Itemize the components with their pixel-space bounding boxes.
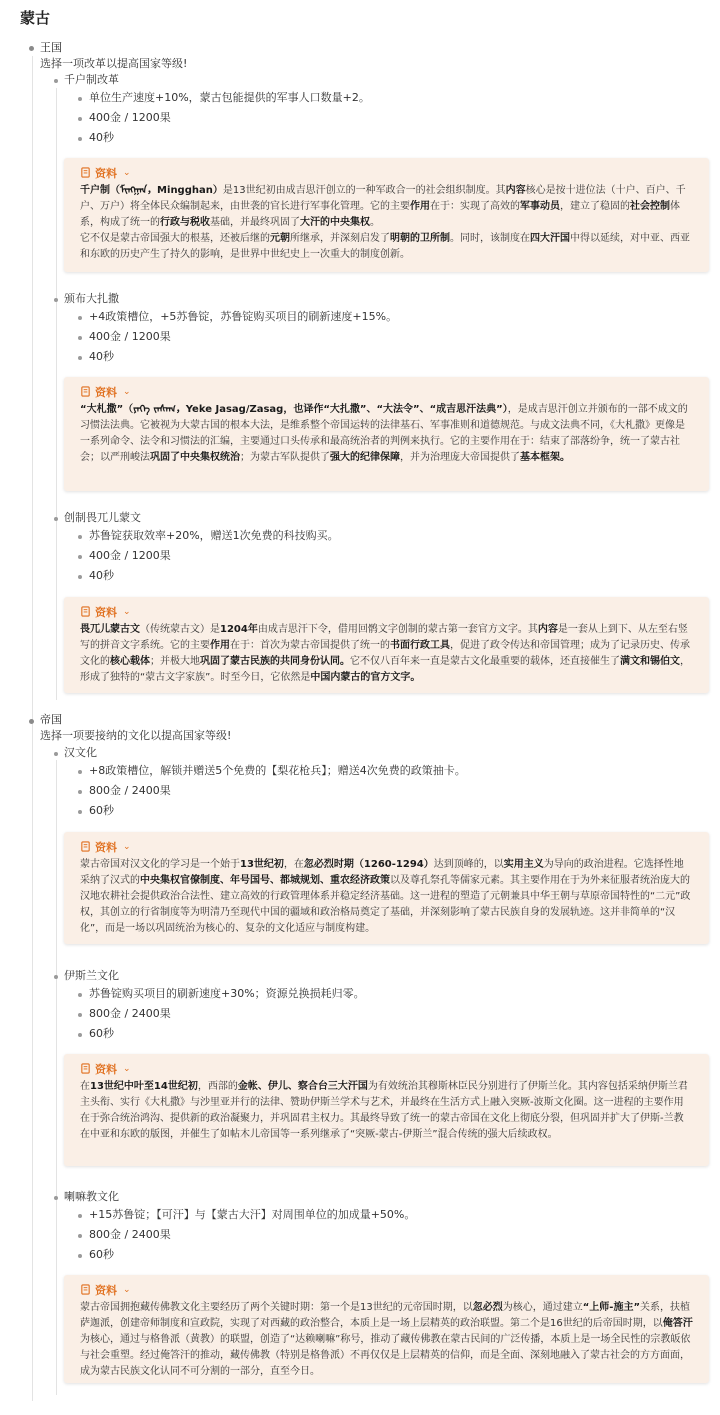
item-time: 60秒 (89, 1027, 114, 1040)
section-title: 王国 (40, 41, 62, 54)
chevron-down-icon: ⌄ (123, 841, 131, 852)
callout-paragraph: 在13世纪中叶至14世纪初，西部的金帐、伊儿、察合台三大汗国为有效统治其穆斯林臣民分别进行了伊斯兰化。其内容包括采纳伊斯兰君主头衔、实行《大札撒》与沙里亚并行的法律、赞助伊斯兰学术与艺术，并最终在生活方式上融入突厥-波斯文化圈。这一进程的主要作用在于弥合统治鸿沟、提供新的政治凝聚力，并巩固君主权力。其最终导致了统一的蒙古帝国在文化上彻底分裂，但巩固并扩大了伊斯-兰教在中亚和东欧的版图，并催生了如帖木儿帝国等一系列继承了“突厥-蒙古-伊斯兰”混合传统的强大后续政权。 (80, 1081, 688, 1140)
callout-body (80, 1079, 693, 1143)
detail-bullet (78, 356, 82, 360)
callout-toggle[interactable] (80, 1282, 693, 1297)
item-effect: +4政策槽位，+5苏鲁锭，苏鲁锭购买项目的刷新速度+15%。 (89, 310, 398, 323)
book-icon (80, 386, 91, 397)
callout-paragraph: 畏兀儿蒙古文（传统蒙古文）是1204年由成吉思汗下令，借用回鹘文字创制的蒙古第一套官方文字。其内容是一套从上到下、从左至右竖写的拼音文字系统。它的主要作用在于：首次为蒙古帝国提供了统一的书面行政工具，促进了政令传达和帝国管理；成为了记录历史、传承文化的核心载体；并极大地巩固了蒙古民族的共同身份认同。它不仅八百年来一直是蒙古文化最重要的载体，还直接催生了满文和锡伯文，形成了独特的“蒙古文字家族”。时至今日，它依然是中国内蒙古的官方文字。 (80, 624, 690, 683)
callout-paragraph: 蒙古帝国拥抱藏传佛教文化主要经历了两个关键时期：第一个是13世纪的元帝国时期，以忽必烈为核心，通过建立“上师-施主”关系，扶植萨迦派，创建帝师制度和宣政院，实现了对西藏的政治整合，本质上是一场上层精英的政治联盟。第二个是16世纪的后帝国时期，以俺答汗为核心，通过与格鲁派（黄教）的联盟，创造了“达赖喇嘛”称号，推动了藏传佛教在蒙古民间的广泛传播，本质上是一场全民性的宗教皈依与社会重塑。经过俺答汗的推动，藏传佛教（特别是格鲁派）不再仅仅是上层精英的信仰，而是全面、深刻地融入了蒙古社会的方方面面，成为蒙古民族文化认同不可分割的一部分，直至今日。 (80, 1302, 693, 1377)
item-bullet (54, 79, 58, 83)
detail-bullet (78, 770, 82, 774)
item-bullet (54, 752, 58, 756)
callout-body (80, 183, 693, 263)
section-bullet (29, 46, 34, 51)
detail-bullet (78, 535, 82, 539)
item-title: 伊斯兰文化 (64, 969, 119, 982)
chevron-down-icon: ⌄ (123, 606, 131, 617)
section-title: 帝国 (40, 713, 62, 726)
item-time: 60秒 (89, 1248, 114, 1261)
item-time: 60秒 (89, 804, 114, 817)
callout-label: 资料 (95, 1062, 117, 1076)
info-callout (64, 1054, 709, 1166)
outline-guide-line (56, 88, 57, 700)
item-title: 创制畏兀儿蒙文 (64, 511, 141, 524)
item-cost: 800金 / 2400果 (89, 1007, 171, 1020)
detail-bullet (78, 810, 82, 814)
chevron-down-icon: ⌄ (123, 167, 131, 178)
chevron-down-icon: ⌄ (123, 1284, 131, 1295)
book-icon (80, 1284, 91, 1295)
item-bullet (54, 1196, 58, 1200)
detail-bullet (78, 97, 82, 101)
outline-guide-line (56, 760, 57, 1395)
item-effect: 单位生产速度+10%，蒙古包能提供的军事人口数量+2。 (89, 91, 370, 104)
callout-toggle[interactable] (80, 1061, 693, 1076)
chevron-down-icon: ⌄ (123, 386, 131, 397)
detail-bullet (78, 790, 82, 794)
item-title: 喇嘛教文化 (64, 1190, 119, 1203)
callout-paragraph: 千户制（ᠮᠢᠩᠭᠠᠨ，Mingghan）是13世纪初由成吉思汗创立的一种军政合一的社会组织制度。其内容核心是按十进位法（十户、百户、千户、万户）将全体民众编制起来，由世袭的官长进行军事化管理。它的主要作用在于：实现了高效的军事动员，建立了稳固的社会控制体系，构成了统一的行政与税收基础，并最终巩固了大汗的中央集权。 (80, 185, 686, 228)
info-callout (64, 377, 709, 491)
item-effect: +15苏鲁锭；【可汗】与【蒙古大汗】对周围单位的加成量+50%。 (89, 1208, 416, 1221)
detail-bullet (78, 117, 82, 121)
detail-bullet (78, 575, 82, 579)
section-description: 选择一项要接纳的文化以提高国家等级! (40, 729, 232, 742)
info-callout (64, 832, 709, 944)
callout-label: 资料 (95, 166, 117, 180)
callout-paragraph: “大札撒”（ᠶᠡᠬᠡ ᠵᠠᠰᠠᠭ，Yeke Jasag/Zasag，也译作“大扎撒”、“大法令”、“成吉思汗法典”），是成吉思汗创立并颁布的一部不成文的习惯法法典。它被视为大蒙古国的根本大法，是维系整个帝国运转的法律基石、军事准则和道德规范。与成文法典不同，《大札撒》更像是一系列命令、法令和习惯法的汇编，主要通过口头传承和最高统治者的判例来执行。它的主要作用在于：结束了部落纷争，统一了蒙古社会；以严刑峻法巩固了中央集权统治；为蒙古军队提供了强大的纪律保障，并为治理庞大帝国提供了基本框架。 (80, 404, 688, 463)
info-callout (64, 158, 709, 272)
item-bullet (54, 298, 58, 302)
detail-bullet (78, 1234, 82, 1238)
callout-paragraph: 蒙古帝国对汉文化的学习是一个始于13世纪初，在忽必烈时期（1260-1294）达到顶峰的，以实用主义为导向的政治进程。它选择性地采纳了汉式的中央集权官僚制度、年号国号、都城规划、重农经济政策以及尊孔祭孔等儒家元素。其主要作用在于为外来征服者统治庞大的汉地农耕社会提供政治合法性、建立高效的行政管理体系并稳定经济基础。这一进程的塑造了元朝兼具中华王朝与草原帝国特性的“二元”政权，其创立的行省制度等为明清乃至现代中国的疆域和政治格局奠定了基础，并深刻影响了蒙古民族自身的发展轨迹。这并非简单的“汉化”，而是一场以巩固统治为核心的、复杂的文化适应与制度构建。 (80, 859, 691, 934)
detail-bullet (78, 993, 82, 997)
item-time: 40秒 (89, 350, 114, 363)
detail-bullet (78, 137, 82, 141)
callout-body (80, 622, 693, 686)
book-icon (80, 841, 91, 852)
book-icon (80, 606, 91, 617)
section-description: 选择一项改革以提高国家等级! (40, 57, 188, 70)
detail-bullet (78, 1254, 82, 1258)
item-bullet (54, 517, 58, 521)
item-title: 汉文化 (64, 746, 97, 759)
item-effect: 苏鲁锭购买项目的刷新速度+30%；资源兑换损耗归零。 (89, 987, 365, 1000)
item-time: 40秒 (89, 131, 114, 144)
detail-bullet (78, 555, 82, 559)
detail-bullet (78, 1033, 82, 1037)
book-icon (80, 167, 91, 178)
item-cost: 400金 / 1200果 (89, 111, 171, 124)
callout-paragraph: 它不仅是蒙古帝国强大的根基，还被后继的元朝所继承，并深刻启发了明朝的卫所制。同时，该制度在四大汗国中得以延续，对中亚、西亚和东欧的历史产生了持久的影响，是世界中世纪史上一次重大的制度创新。 (80, 233, 690, 260)
detail-bullet (78, 1013, 82, 1017)
item-bullet (54, 975, 58, 979)
info-callout (64, 597, 709, 693)
callout-body (80, 857, 693, 937)
callout-label: 资料 (95, 605, 117, 619)
detail-bullet (78, 316, 82, 320)
item-cost: 800金 / 2400果 (89, 784, 171, 797)
callout-label: 资料 (95, 840, 117, 854)
outline-guide-line (32, 56, 33, 1401)
detail-bullet (78, 1214, 82, 1218)
callout-body (80, 1300, 693, 1380)
book-icon (80, 1063, 91, 1074)
item-time: 40秒 (89, 569, 114, 582)
item-title: 颁布大扎撒 (64, 292, 119, 305)
callout-toggle[interactable] (80, 604, 693, 619)
chevron-down-icon: ⌄ (123, 1063, 131, 1074)
detail-bullet (78, 336, 82, 340)
section-bullet (29, 719, 34, 724)
item-cost: 800金 / 2400果 (89, 1228, 171, 1241)
callout-toggle[interactable] (80, 384, 693, 399)
item-effect: 苏鲁锭获取效率+20%，赠送1次免费的科技购买。 (89, 529, 339, 542)
item-effect: +8政策槽位，解锁并赠送5个免费的【梨花枪兵】；赠送4次免费的政策抽卡。 (89, 764, 466, 777)
item-title: 千户制改革 (64, 73, 119, 86)
callout-toggle[interactable] (80, 165, 693, 180)
callout-label: 资料 (95, 385, 117, 399)
info-callout (64, 1275, 709, 1383)
page-title: 蒙古 (20, 9, 51, 27)
item-cost: 400金 / 1200果 (89, 330, 171, 343)
callout-toggle[interactable] (80, 839, 693, 854)
callout-body (80, 402, 693, 466)
item-cost: 400金 / 1200果 (89, 549, 171, 562)
callout-label: 资料 (95, 1283, 117, 1297)
